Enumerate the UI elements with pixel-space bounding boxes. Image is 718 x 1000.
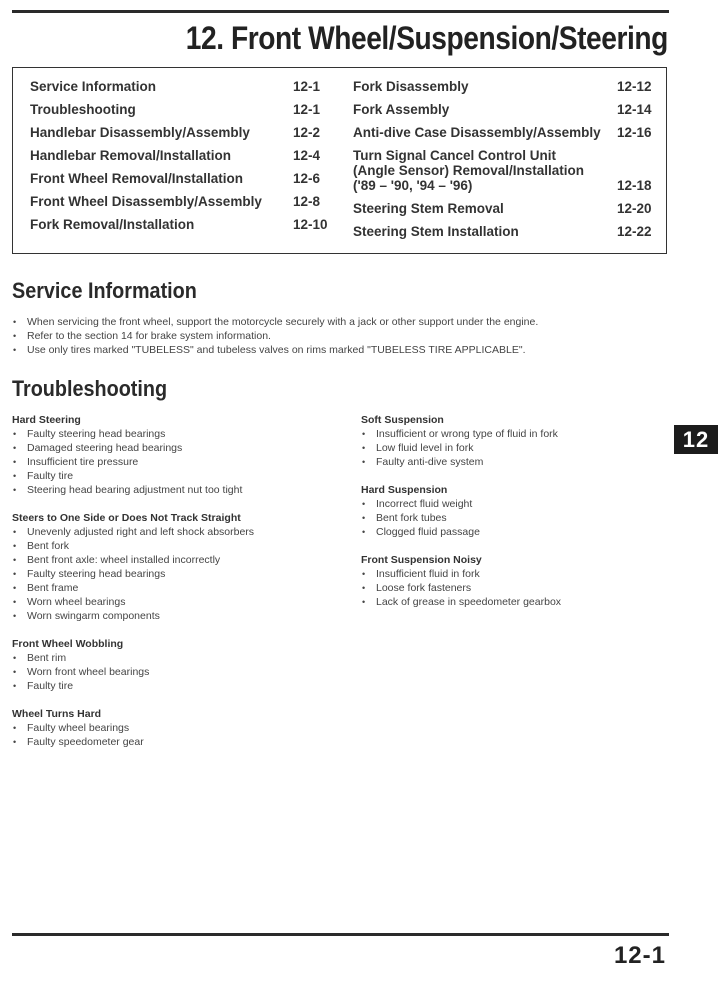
cause-list <box>12 427 242 497</box>
list-item: • Faulty tire <box>12 679 149 693</box>
list-item: • Use only tires marked "TUBELESS" and tubeless valves on rims marked "TUBELESS TIRE APPLICABLE". <box>12 343 538 357</box>
cause-list <box>12 651 149 693</box>
list-item: • Low fluid level in fork <box>361 441 558 455</box>
list-item: • Bent frame <box>12 581 254 595</box>
page-number: 12-1 <box>613 942 666 969</box>
toc-page-number: 12-22 <box>617 224 652 239</box>
bottom-rule <box>12 933 669 936</box>
toc-page-number: 12-20 <box>617 201 652 216</box>
list-item: • Faulty tire <box>12 469 242 483</box>
toc-link-front-wheel-removal[interactable]: Front Wheel Removal/Installation <box>30 171 244 186</box>
list-item: • Incorrect fluid weight <box>361 497 480 511</box>
group-title: Front Wheel Wobbling <box>12 638 124 650</box>
list-item: • Clogged fluid passage <box>361 525 480 539</box>
list-item: • Faulty steering head bearings <box>12 567 254 581</box>
list-item: • Faulty speedometer gear <box>12 735 144 749</box>
toc-link-steering-stem-installation[interactable]: Steering Stem Installation <box>353 224 519 239</box>
toc-link-front-wheel-disassembly[interactable]: Front Wheel Disassembly/Assembly <box>30 194 262 209</box>
group-title: Hard Steering <box>12 414 81 426</box>
list-item: • Damaged steering head bearings <box>12 441 242 455</box>
toc-page-number: 12-12 <box>617 79 652 94</box>
toc-link-service-information[interactable]: Service Information <box>30 79 157 94</box>
toc-page-number: 12-10 <box>293 217 328 232</box>
toc-page-number: 12-1 <box>293 79 321 94</box>
list-item: • Faulty wheel bearings <box>12 721 144 735</box>
trouble-group-front-wheel-wobbling <box>12 637 149 693</box>
group-title: Front Suspension Noisy <box>361 554 482 566</box>
service-information-list <box>12 315 538 357</box>
toc-link-fork-assembly[interactable]: Fork Assembly <box>353 102 450 117</box>
list-item: • Refer to the section 14 for brake system information. <box>12 329 538 343</box>
group-title: Wheel Turns Hard <box>12 708 102 720</box>
chapter-title: 12. Front Wheel/Suspension/Steering <box>185 20 668 56</box>
list-item: • Lack of grease in speedometer gearbox <box>361 595 561 609</box>
cause-list <box>361 427 558 469</box>
toc-link-fork-removal[interactable]: Fork Removal/Installation <box>30 217 195 232</box>
cause-list <box>12 721 144 749</box>
toc-link-steering-stem-removal[interactable]: Steering Stem Removal <box>353 201 504 216</box>
trouble-group-steers-to-one-side <box>12 511 254 623</box>
service-information-heading: Service Information <box>12 278 197 303</box>
toc-link-handlebar-removal[interactable]: Handlebar Removal/Installation <box>30 148 232 163</box>
toc-page-number: 12-1 <box>293 102 321 117</box>
top-rule <box>12 10 669 13</box>
list-item: • Worn wheel bearings <box>12 595 254 609</box>
list-item: • Bent fork tubes <box>361 511 480 525</box>
cause-list <box>12 525 254 623</box>
list-item: • Insufficient fluid in fork <box>361 567 561 581</box>
toc-link-turn-signal-line-3[interactable]: ('89 – '90, '94 – '96) <box>353 178 473 193</box>
toc-page-number: 12-6 <box>293 171 321 186</box>
toc-link-anti-dive-case[interactable]: Anti-dive Case Disassembly/Assembly <box>353 125 601 140</box>
toc-link-troubleshooting[interactable]: Troubleshooting <box>30 102 136 117</box>
toc-page-number: 12-8 <box>293 194 321 209</box>
group-title: Soft Suspension <box>361 414 444 426</box>
list-item: • Faulty anti-dive system <box>361 455 558 469</box>
trouble-group-wheel-turns-hard <box>12 707 144 749</box>
troubleshooting-heading: Troubleshooting <box>12 376 168 401</box>
list-item: • Bent front axle: wheel installed incorrectly <box>12 553 254 567</box>
toc-link-fork-disassembly[interactable]: Fork Disassembly <box>353 79 469 94</box>
list-item: • Bent rim <box>12 651 149 665</box>
list-item: • Faulty steering head bearings <box>12 427 242 441</box>
toc-page-number: 12-14 <box>617 102 652 117</box>
list-item: • Insufficient or wrong type of fluid in fork <box>361 427 558 441</box>
toc-page-number: 12-4 <box>293 148 321 163</box>
list-item: • Insufficient tire pressure <box>12 455 242 469</box>
list-item: • Unevenly adjusted right and left shock absorbers <box>12 525 254 539</box>
list-item: • When servicing the front wheel, support the motorcycle securely with a jack or other support under the engine. <box>12 315 538 329</box>
table-of-contents <box>12 67 667 254</box>
list-item: • Bent fork <box>12 539 254 553</box>
toc-page-number: 12-2 <box>293 125 321 140</box>
cause-list <box>361 497 480 539</box>
toc-link-handlebar-disassembly[interactable]: Handlebar Disassembly/Assembly <box>30 125 250 140</box>
list-item: • Worn swingarm components <box>12 609 254 623</box>
trouble-group-hard-steering <box>12 413 242 497</box>
trouble-group-hard-suspension <box>361 483 480 539</box>
toc-page-number: 12-16 <box>617 125 652 140</box>
list-item: • Loose fork fasteners <box>361 581 561 595</box>
toc-link-turn-signal-line-2[interactable]: (Angle Sensor) Removal/Installation <box>353 163 585 178</box>
toc-link-turn-signal-line-1[interactable]: Turn Signal Cancel Control Unit <box>353 148 557 163</box>
list-item: • Worn front wheel bearings <box>12 665 149 679</box>
group-title: Steers to One Side or Does Not Track Straight <box>12 512 241 524</box>
cause-list <box>361 567 561 609</box>
trouble-group-front-suspension-noisy <box>361 553 561 609</box>
group-title: Hard Suspension <box>361 484 448 496</box>
toc-page-number: 12-18 <box>617 178 652 193</box>
trouble-group-soft-suspension <box>361 413 558 469</box>
section-tab: 12 <box>674 425 718 454</box>
list-item: • Steering head bearing adjustment nut too tight <box>12 483 242 497</box>
